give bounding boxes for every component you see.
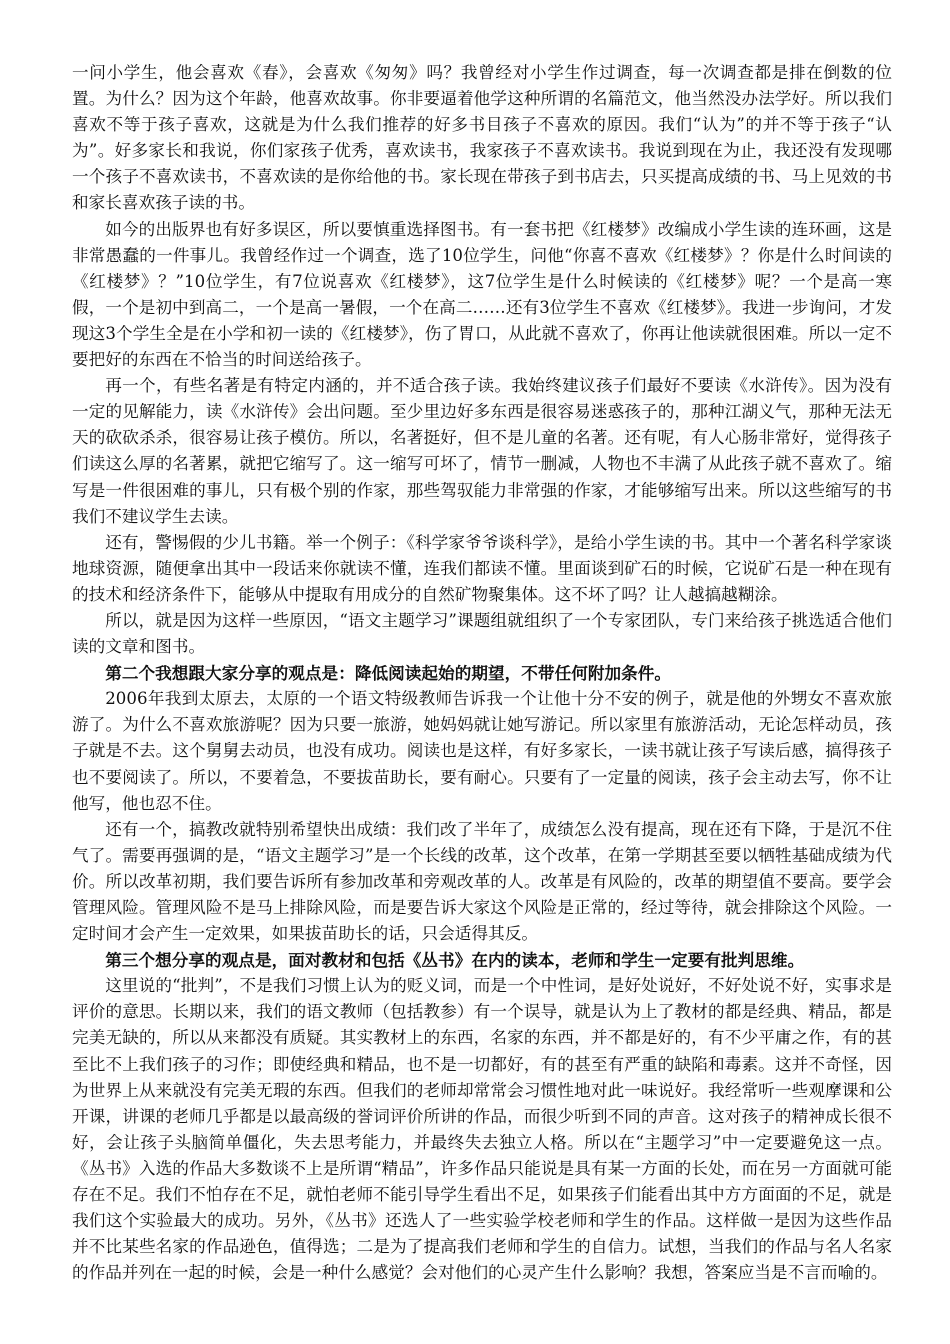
section-heading-2: 第二个我想跟大家分享的观点是：降低阅读起始的期望，不带任何附加条件。 <box>105 663 672 684</box>
document-page <box>72 60 892 1286</box>
paragraph-3: 再一个，有些名著是有特定内涵的，并不适合孩子读。我始终建议孩子们最好不要读《水浒传》。因为没有一定的见解能力，读《水浒传》会出问题。至少里边好多东西是很容易迷惑孩子的，那种江湖义气，那种无法无天的砍砍杀杀，很容易让孩子模仿。所以，名著挺好，但不是儿童的名著。还有呢，有人心肠非常好，觉得孩子们读这么厚的名著累，就把它缩写了。这一缩写可坏了，情节一删减，人物也不丰满了从此孩子就不喜欢了。缩写是一件很困难的事儿，只有极个别的作家，那些驾驭能力非常强的作家，才能够缩写出来。所以这些缩写的书我们不建议学生去读。 <box>72 376 892 526</box>
paragraph-4: 还有，警惕假的少儿书籍。举一个例子：《科学家爷爷谈科学》，是给小学生读的书。其中一个著名科学家谈地球资源，随便拿出其中一段话来你就读不懂，连我们都读不懂。里面谈到矿石的时候，它说矿石是一种在现有的技术和经济条件下，能够从中提取有用成分的自然矿物聚集体。这不坏了吗？让人越搞越糊涂。 <box>72 532 892 604</box>
paragraph-7: 还有一个，搞教改就特别希望快出成绩：我们改了半年了，成绩怎么没有提高，现在还有下降，于是沉不住气了。需要再强调的是，“语文主题学习”是一个长线的改革，这个改革，在第一学期甚至要以牺牲基础成绩为代价。所以改革初期，我们要告诉所有参加改革和旁观改革的人。改革是有风险的，改革的期望值不要高。要学会管理风险。管理风险不是马上排除风险，而是要告诉大家这个风险是正常的，经过等待，就会排除这个风险。一定时间才会产生一定效果，如果拔苗助长的话，只会适得其反。 <box>72 819 892 944</box>
section-heading-3: 第三个想分享的观点是，面对教材和包括《丛书》在内的读本，老师和学生一定要有批判思维。 <box>105 950 805 971</box>
paragraph-8: 这里说的“批判”，不是我们习惯上认为的贬义词，而是一个中性词，是好处说好，不好处说不好，实事求是评价的意思。长期以来，我们的语文教师（包括教参）有一个误导，就是认为上了教材的都是经典、精品，都是完美无缺的，所以从来都没有质疑。其实教材上的东西，名家的东西，并不都是好的，有不少平庸之作，有的甚至比不上我们孩子的习作；即使经典和精品，也不是一切都好，有的甚至有严重的缺陷和毒素。这并不奇怪，因为世界上从来就没有完美无瑕的东西。但我们的老师却常常会习惯性地对此一味说好。我经常听一些观摩课和公开课，讲课的老师几乎都是以最高级的誉词评价所讲的作品，而很少听到不同的声音。这对孩子的精神成长很不好，会让孩子头脑简单僵化，失去思考能力，并最终失去独立人格。所以在“主题学习”中一定要避免这一点。《丛书》入选的作品大多数谈不上是所谓“精品”，许多作品只能说是具有某一方面的长处，而在另一方面就可能存在不足。我们不怕存在不足，就怕老师不能引导学生看出不足，如果孩子们能看出其中方方面面的不足，就是我们这个实验最大的成功。另外，《丛书》还选人了一些实验学校老师和学生的作品。这样做一是因为这些作品并不比某些名家的作品逊色，值得选；二是为了提高我们老师和学生的自信力。试想，当我们的作品与名人名家的作品并列在一起的时候，会是一种什么感觉？会对他们的心灵产生什么影响？我想，答案应当是不言而喻的。 <box>72 976 892 1283</box>
paragraph-6: 2006年我到太原去，太原的一个语文特级教师告诉我一个让他十分不安的例子，就是他的外甥女不喜欢旅游了。为什么不喜欢旅游呢？因为只要一旅游，她妈妈就让她写游记。所以家里有旅游活动，无论怎样动员，孩子就是不去。这个舅舅去动员，也没有成功。阅读也是这样，有好多家长，一读书就让孩子写读后感，搞得孩子也不要阅读了。所以，不要着急，不要拔苗助长，要有耐心。只要有了一定量的阅读，孩子会主动去写，你不让他写，他也忍不住。 <box>72 689 892 813</box>
paragraph-5: 所以，就是因为这样一些原因，“语文主题学习”课题组就组织了一个专家团队，专门来给孩子挑选适合他们读的文章和图书。 <box>72 610 892 657</box>
paragraph-1: 一问小学生，他会喜欢《春》，会喜欢《匆匆》吗？我曾经对小学生作过调查，每一次调查都是排在倒数的位置。为什么？因为这个年龄，他喜欢故事。你非要逼着他学这种所谓的名篇范文，他当然没办法学好。所以我们喜欢不等于孩子喜欢，这就是为什么我们推荐的好多书目孩子不喜欢的原因。我们“认为”的并不等于孩子“认为”。好多家长和我说，你们家孩子优秀，喜欢读书，我家孩子不喜欢读书。我说到现在为止，我还没有发现哪一个孩子不喜欢读书，不喜欢读的是你给他的书。家长现在带孩子到书店去，只买提高成绩的书、马上见效的书和家长喜欢孩子读的书。 <box>72 63 892 213</box>
paragraph-2: 如今的出版界也有好多误区，所以要慎重选择图书。有一套书把《红楼梦》改编成小学生读的连环画，这是非常愚蠢的一件事儿。我曾经作过一个调查，选了10位学生，问他“你喜不喜欢《红楼梦》？你是什么时间读的《红楼梦》？”10位学生，有7位说喜欢《红楼梦》，这7位学生是什么时候读的《红楼梦》呢？一个是高一寒假，一个是初中到高二，一个是高一暑假，一个在高二……还有3位学生不喜欢《红楼梦》。我进一步询问，才发现这3个学生全是在小学和初一读的《红楼梦》，伤了胃口，从此就不喜欢了，你再让他读就很困难。所以一定不要把好的东西在不恰当的时间送给孩子。 <box>72 219 892 370</box>
